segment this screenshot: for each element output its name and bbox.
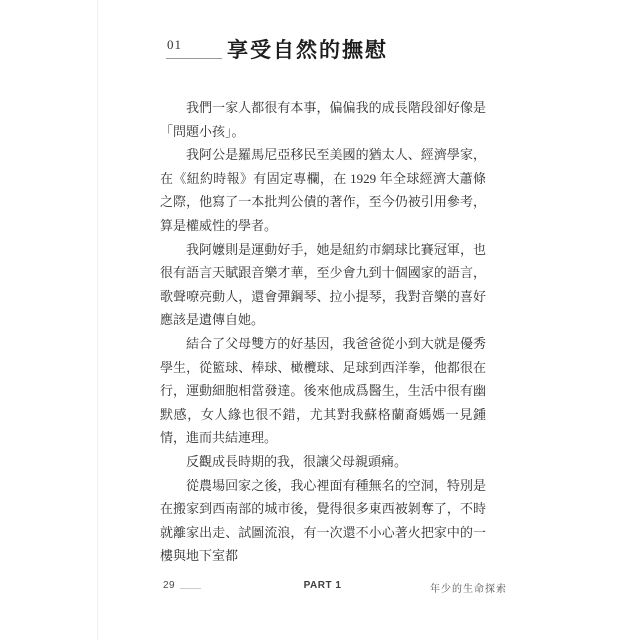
paragraph: 我阿公是羅馬尼亞移民至美國的猶太人、經濟學家，在《紐約時報》有固定專欄，在 1929 年全球經濟大蕭條之際，他寫了一本批判公債的著作，至今仍被引用參考，算是權威性的學者。 — [160, 147, 486, 233]
page-edge-line — [97, 0, 98, 640]
chapter-header — [166, 34, 388, 62]
body-text — [160, 96, 486, 568]
paragraph: 從農場回家之後，我心裡面有種無名的空洞，特別是在搬家到西南部的城市後，覺得很多東西被剝奪了，不時就離家出走、試圖流浪，有一次還不小心著火把家中的一樓與地下室都 — [160, 477, 486, 564]
section-title: 年少的生命探索 — [430, 584, 507, 595]
paragraph: 我阿嬤則是運動好手，她是紐約市網球比賽冠軍，也很有語言天賦跟音樂才華，至少會九到十個國家的語言，歌聲嘹亮動人，還會彈鋼琴、拉小提琴，我對音樂的喜好應該是遺傳自她。 — [160, 241, 486, 328]
paragraph: 反觀成長時期的我，很讓父母親頭痛。 — [186, 453, 408, 469]
page-footer — [0, 579, 640, 595]
chapter-title: 享受自然的撫慰 — [227, 38, 388, 62]
paragraph: 我們一家人都很有本事，偏偏我的成長階段卻好像是「問題小孩」。 — [160, 100, 486, 139]
chapter-number: 01 — [167, 37, 182, 52]
chapter-number-rule — [166, 36, 222, 59]
page-number: 29 — [163, 580, 176, 591]
part-label: PART 1 — [303, 580, 342, 591]
paragraph: 結合了父母雙方的好基因，我爸爸從小到大就是優秀學生，從籃球、棒球、橄欖球、足球到西洋拳，他都很在行，運動細胞相當發達。後來他成爲醫生，生活中很有幽默感，女人緣也很不錯，尤其對我蘇格蘭裔媽媽一見鍾情，進而共結連理。 — [160, 335, 486, 446]
